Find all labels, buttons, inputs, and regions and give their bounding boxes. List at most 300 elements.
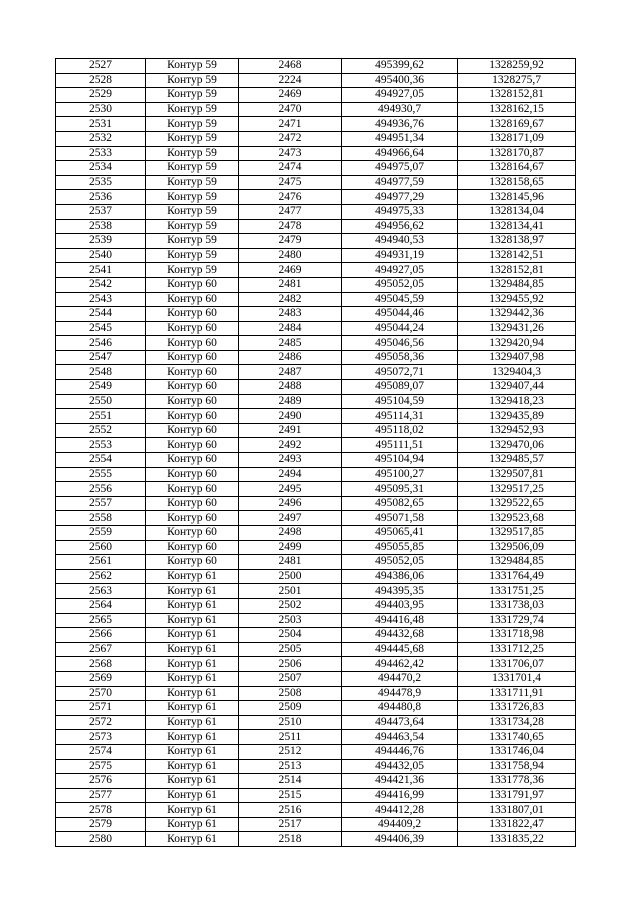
contour-name-cell: Контур 61 [146, 569, 239, 584]
row-number-cell: 2580 [56, 832, 146, 847]
table-row [56, 788, 576, 803]
contour-name-cell: Контур 60 [146, 438, 239, 453]
x-coordinate-cell: 494409,2 [342, 817, 458, 832]
table-row [56, 540, 576, 555]
point-number-cell: 2515 [239, 788, 342, 803]
x-coordinate-cell: 494470,2 [342, 671, 458, 686]
y-coordinate-cell: 1331701,4 [458, 671, 576, 686]
contour-name-cell: Контур 59 [146, 117, 239, 132]
row-number-cell: 2547 [56, 350, 146, 365]
point-number-cell: 2481 [239, 555, 342, 570]
y-coordinate-cell: 1329522,65 [458, 496, 576, 511]
table-row [56, 598, 576, 613]
table-row [56, 307, 576, 322]
contour-name-cell: Контур 60 [146, 526, 239, 541]
row-number-cell: 2551 [56, 409, 146, 424]
table-row [56, 423, 576, 438]
y-coordinate-cell: 1331740,65 [458, 730, 576, 745]
contour-name-cell: Контур 60 [146, 496, 239, 511]
x-coordinate-cell: 494966,64 [342, 146, 458, 161]
x-coordinate-cell: 495095,31 [342, 482, 458, 497]
row-number-cell: 2550 [56, 394, 146, 409]
row-number-cell: 2564 [56, 598, 146, 613]
table-row [56, 584, 576, 599]
x-coordinate-cell: 495071,58 [342, 511, 458, 526]
y-coordinate-cell: 1328164,67 [458, 161, 576, 176]
contour-name-cell: Контур 61 [146, 774, 239, 789]
row-number-cell: 2534 [56, 161, 146, 176]
table-row [56, 642, 576, 657]
contour-name-cell: Контур 60 [146, 307, 239, 322]
row-number-cell: 2570 [56, 686, 146, 701]
contour-name-cell: Контур 61 [146, 730, 239, 745]
point-number-cell: 2514 [239, 774, 342, 789]
x-coordinate-cell: 495065,41 [342, 526, 458, 541]
x-coordinate-cell: 494432,68 [342, 628, 458, 643]
y-coordinate-cell: 1331726,83 [458, 701, 576, 716]
x-coordinate-cell: 494462,42 [342, 657, 458, 672]
row-number-cell: 2563 [56, 584, 146, 599]
contour-name-cell: Контур 61 [146, 642, 239, 657]
x-coordinate-cell: 494395,35 [342, 584, 458, 599]
x-coordinate-cell: 494951,34 [342, 131, 458, 146]
coordinates-table [55, 58, 576, 847]
table-row [56, 671, 576, 686]
y-coordinate-cell: 1328152,81 [458, 263, 576, 278]
x-coordinate-cell: 495089,07 [342, 380, 458, 395]
contour-name-cell: Контур 59 [146, 146, 239, 161]
contour-name-cell: Контур 59 [146, 248, 239, 263]
row-number-cell: 2528 [56, 73, 146, 88]
contour-name-cell: Контур 61 [146, 628, 239, 643]
x-coordinate-cell: 494445,68 [342, 642, 458, 657]
y-coordinate-cell: 1328134,41 [458, 219, 576, 234]
x-coordinate-cell: 495100,27 [342, 467, 458, 482]
point-number-cell: 2517 [239, 817, 342, 832]
row-number-cell: 2576 [56, 774, 146, 789]
table-row [56, 628, 576, 643]
contour-name-cell: Контур 60 [146, 540, 239, 555]
row-number-cell: 2561 [56, 555, 146, 570]
contour-name-cell: Контур 60 [146, 394, 239, 409]
point-number-cell: 2496 [239, 496, 342, 511]
table-row [56, 409, 576, 424]
table-row [56, 219, 576, 234]
contour-name-cell: Контур 59 [146, 73, 239, 88]
row-number-cell: 2558 [56, 511, 146, 526]
contour-name-cell: Контур 61 [146, 657, 239, 672]
table-row [56, 190, 576, 205]
point-number-cell: 2478 [239, 219, 342, 234]
x-coordinate-cell: 494403,95 [342, 598, 458, 613]
point-number-cell: 2471 [239, 117, 342, 132]
table-row [56, 453, 576, 468]
contour-name-cell: Контур 59 [146, 131, 239, 146]
row-number-cell: 2535 [56, 175, 146, 190]
y-coordinate-cell: 1331712,25 [458, 642, 576, 657]
x-coordinate-cell: 495400,36 [342, 73, 458, 88]
y-coordinate-cell: 1328158,65 [458, 175, 576, 190]
contour-name-cell: Контур 61 [146, 701, 239, 716]
point-number-cell: 2485 [239, 336, 342, 351]
row-number-cell: 2540 [56, 248, 146, 263]
contour-name-cell: Контур 61 [146, 832, 239, 847]
row-number-cell: 2559 [56, 526, 146, 541]
row-number-cell: 2579 [56, 817, 146, 832]
table-row [56, 817, 576, 832]
table-row [56, 292, 576, 307]
point-number-cell: 2516 [239, 803, 342, 818]
x-coordinate-cell: 494478,9 [342, 686, 458, 701]
contour-name-cell: Контур 61 [146, 744, 239, 759]
y-coordinate-cell: 1329470,06 [458, 438, 576, 453]
point-number-cell: 2488 [239, 380, 342, 395]
contour-name-cell: Контур 61 [146, 671, 239, 686]
row-number-cell: 2571 [56, 701, 146, 716]
point-number-cell: 2470 [239, 102, 342, 117]
y-coordinate-cell: 1329452,93 [458, 423, 576, 438]
point-number-cell: 2509 [239, 701, 342, 716]
contour-name-cell: Контур 60 [146, 277, 239, 292]
y-coordinate-cell: 1329506,09 [458, 540, 576, 555]
point-number-cell: 2474 [239, 161, 342, 176]
y-coordinate-cell: 1329407,44 [458, 380, 576, 395]
table-row [56, 73, 576, 88]
row-number-cell: 2532 [56, 131, 146, 146]
y-coordinate-cell: 1328134,04 [458, 204, 576, 219]
x-coordinate-cell: 495044,24 [342, 321, 458, 336]
table-row [56, 117, 576, 132]
row-number-cell: 2562 [56, 569, 146, 584]
point-number-cell: 2481 [239, 277, 342, 292]
point-number-cell: 2476 [239, 190, 342, 205]
table-row [56, 102, 576, 117]
row-number-cell: 2556 [56, 482, 146, 497]
point-number-cell: 2224 [239, 73, 342, 88]
table-row [56, 365, 576, 380]
point-number-cell: 2498 [239, 526, 342, 541]
table-row [56, 438, 576, 453]
contour-name-cell: Контур 59 [146, 234, 239, 249]
row-number-cell: 2553 [56, 438, 146, 453]
table-row [56, 482, 576, 497]
point-number-cell: 2497 [239, 511, 342, 526]
row-number-cell: 2542 [56, 277, 146, 292]
row-number-cell: 2543 [56, 292, 146, 307]
x-coordinate-cell: 494977,59 [342, 175, 458, 190]
contour-name-cell: Контур 61 [146, 686, 239, 701]
contour-name-cell: Контур 59 [146, 59, 239, 74]
point-number-cell: 2506 [239, 657, 342, 672]
y-coordinate-cell: 1329435,89 [458, 409, 576, 424]
point-number-cell: 2477 [239, 204, 342, 219]
table-row [56, 526, 576, 541]
table-row [56, 59, 576, 74]
y-coordinate-cell: 1329507,81 [458, 467, 576, 482]
row-number-cell: 2575 [56, 759, 146, 774]
point-number-cell: 2489 [239, 394, 342, 409]
point-number-cell: 2504 [239, 628, 342, 643]
x-coordinate-cell: 494930,7 [342, 102, 458, 117]
x-coordinate-cell: 494446,76 [342, 744, 458, 759]
y-coordinate-cell: 1328170,87 [458, 146, 576, 161]
contour-name-cell: Контур 61 [146, 817, 239, 832]
row-number-cell: 2529 [56, 88, 146, 103]
contour-name-cell: Контур 60 [146, 511, 239, 526]
contour-name-cell: Контур 61 [146, 584, 239, 599]
point-number-cell: 2475 [239, 175, 342, 190]
row-number-cell: 2566 [56, 628, 146, 643]
x-coordinate-cell: 495045,59 [342, 292, 458, 307]
y-coordinate-cell: 1331751,25 [458, 584, 576, 599]
y-coordinate-cell: 1331822,47 [458, 817, 576, 832]
contour-name-cell: Контур 59 [146, 88, 239, 103]
row-number-cell: 2527 [56, 59, 146, 74]
row-number-cell: 2531 [56, 117, 146, 132]
x-coordinate-cell: 495055,85 [342, 540, 458, 555]
contour-name-cell: Контур 60 [146, 423, 239, 438]
point-number-cell: 2490 [239, 409, 342, 424]
contour-name-cell: Контур 60 [146, 482, 239, 497]
y-coordinate-cell: 1328162,15 [458, 102, 576, 117]
x-coordinate-cell: 494406,39 [342, 832, 458, 847]
y-coordinate-cell: 1331738,03 [458, 598, 576, 613]
table-row [56, 336, 576, 351]
row-number-cell: 2533 [56, 146, 146, 161]
table-row [56, 394, 576, 409]
point-number-cell: 2508 [239, 686, 342, 701]
contour-name-cell: Контур 60 [146, 336, 239, 351]
row-number-cell: 2538 [56, 219, 146, 234]
x-coordinate-cell: 495118,02 [342, 423, 458, 438]
row-number-cell: 2539 [56, 234, 146, 249]
point-number-cell: 2473 [239, 146, 342, 161]
y-coordinate-cell: 1328138,97 [458, 234, 576, 249]
contour-name-cell: Контур 60 [146, 321, 239, 336]
contour-name-cell: Контур 61 [146, 759, 239, 774]
table-row [56, 496, 576, 511]
y-coordinate-cell: 1331778,36 [458, 774, 576, 789]
table-row [56, 248, 576, 263]
point-number-cell: 2507 [239, 671, 342, 686]
contour-name-cell: Контур 60 [146, 555, 239, 570]
x-coordinate-cell: 494412,28 [342, 803, 458, 818]
row-number-cell: 2557 [56, 496, 146, 511]
table-row [56, 744, 576, 759]
row-number-cell: 2574 [56, 744, 146, 759]
y-coordinate-cell: 1329484,85 [458, 555, 576, 570]
contour-name-cell: Контур 60 [146, 350, 239, 365]
point-number-cell: 2500 [239, 569, 342, 584]
table-row [56, 832, 576, 847]
y-coordinate-cell: 1331746,04 [458, 744, 576, 759]
y-coordinate-cell: 1328259,92 [458, 59, 576, 74]
point-number-cell: 2484 [239, 321, 342, 336]
row-number-cell: 2573 [56, 730, 146, 745]
y-coordinate-cell: 1329407,98 [458, 350, 576, 365]
table-row [56, 350, 576, 365]
table-row [56, 774, 576, 789]
table-row [56, 467, 576, 482]
table-row [56, 657, 576, 672]
point-number-cell: 2499 [239, 540, 342, 555]
table-row [56, 146, 576, 161]
row-number-cell: 2569 [56, 671, 146, 686]
row-number-cell: 2560 [56, 540, 146, 555]
x-coordinate-cell: 495072,71 [342, 365, 458, 380]
x-coordinate-cell: 495399,62 [342, 59, 458, 74]
contour-name-cell: Контур 61 [146, 613, 239, 628]
x-coordinate-cell: 494940,53 [342, 234, 458, 249]
table-row [56, 234, 576, 249]
y-coordinate-cell: 1331729,74 [458, 613, 576, 628]
row-number-cell: 2541 [56, 263, 146, 278]
y-coordinate-cell: 1329523,68 [458, 511, 576, 526]
table-row [56, 569, 576, 584]
point-number-cell: 2492 [239, 438, 342, 453]
y-coordinate-cell: 1331718,98 [458, 628, 576, 643]
point-number-cell: 2510 [239, 715, 342, 730]
row-number-cell: 2545 [56, 321, 146, 336]
table-row [56, 555, 576, 570]
row-number-cell: 2530 [56, 102, 146, 117]
contour-name-cell: Контур 59 [146, 175, 239, 190]
contour-name-cell: Контур 59 [146, 102, 239, 117]
x-coordinate-cell: 494421,36 [342, 774, 458, 789]
x-coordinate-cell: 495058,36 [342, 350, 458, 365]
row-number-cell: 2572 [56, 715, 146, 730]
y-coordinate-cell: 1329431,26 [458, 321, 576, 336]
x-coordinate-cell: 494480,8 [342, 701, 458, 716]
y-coordinate-cell: 1329485,57 [458, 453, 576, 468]
point-number-cell: 2479 [239, 234, 342, 249]
contour-name-cell: Контур 59 [146, 190, 239, 205]
point-number-cell: 2491 [239, 423, 342, 438]
contour-name-cell: Контур 60 [146, 365, 239, 380]
x-coordinate-cell: 495046,56 [342, 336, 458, 351]
row-number-cell: 2568 [56, 657, 146, 672]
y-coordinate-cell: 1331734,28 [458, 715, 576, 730]
y-coordinate-cell: 1331807,01 [458, 803, 576, 818]
x-coordinate-cell: 494931,19 [342, 248, 458, 263]
y-coordinate-cell: 1328275,7 [458, 73, 576, 88]
contour-name-cell: Контур 60 [146, 292, 239, 307]
row-number-cell: 2552 [56, 423, 146, 438]
x-coordinate-cell: 495111,51 [342, 438, 458, 453]
point-number-cell: 2495 [239, 482, 342, 497]
y-coordinate-cell: 1329420,94 [458, 336, 576, 351]
table-row [56, 175, 576, 190]
contour-name-cell: Контур 59 [146, 204, 239, 219]
contour-name-cell: Контур 60 [146, 380, 239, 395]
y-coordinate-cell: 1331711,91 [458, 686, 576, 701]
point-number-cell: 2511 [239, 730, 342, 745]
y-coordinate-cell: 1329484,85 [458, 277, 576, 292]
y-coordinate-cell: 1331835,22 [458, 832, 576, 847]
y-coordinate-cell: 1328169,67 [458, 117, 576, 132]
y-coordinate-cell: 1328152,81 [458, 88, 576, 103]
row-number-cell: 2565 [56, 613, 146, 628]
x-coordinate-cell: 494975,33 [342, 204, 458, 219]
x-coordinate-cell: 494463,54 [342, 730, 458, 745]
x-coordinate-cell: 495052,05 [342, 277, 458, 292]
y-coordinate-cell: 1331791,97 [458, 788, 576, 803]
y-coordinate-cell: 1329404,3 [458, 365, 576, 380]
table-row [56, 131, 576, 146]
contour-name-cell: Контур 60 [146, 453, 239, 468]
point-number-cell: 2501 [239, 584, 342, 599]
y-coordinate-cell: 1328171,09 [458, 131, 576, 146]
point-number-cell: 2486 [239, 350, 342, 365]
table-row [56, 511, 576, 526]
point-number-cell: 2494 [239, 467, 342, 482]
row-number-cell: 2544 [56, 307, 146, 322]
x-coordinate-cell: 494416,48 [342, 613, 458, 628]
x-coordinate-cell: 495052,05 [342, 555, 458, 570]
y-coordinate-cell: 1331706,07 [458, 657, 576, 672]
point-number-cell: 2503 [239, 613, 342, 628]
point-number-cell: 2518 [239, 832, 342, 847]
y-coordinate-cell: 1331764,49 [458, 569, 576, 584]
table-row [56, 380, 576, 395]
row-number-cell: 2548 [56, 365, 146, 380]
x-coordinate-cell: 494416,99 [342, 788, 458, 803]
x-coordinate-cell: 495104,59 [342, 394, 458, 409]
contour-name-cell: Контур 60 [146, 409, 239, 424]
contour-name-cell: Контур 61 [146, 598, 239, 613]
table-row [56, 263, 576, 278]
table-row [56, 715, 576, 730]
x-coordinate-cell: 494975,07 [342, 161, 458, 176]
contour-name-cell: Контур 59 [146, 263, 239, 278]
x-coordinate-cell: 494432,05 [342, 759, 458, 774]
contour-name-cell: Контур 60 [146, 467, 239, 482]
x-coordinate-cell: 494936,76 [342, 117, 458, 132]
row-number-cell: 2536 [56, 190, 146, 205]
y-coordinate-cell: 1329442,36 [458, 307, 576, 322]
point-number-cell: 2493 [239, 453, 342, 468]
y-coordinate-cell: 1329455,92 [458, 292, 576, 307]
row-number-cell: 2549 [56, 380, 146, 395]
x-coordinate-cell: 495114,31 [342, 409, 458, 424]
point-number-cell: 2487 [239, 365, 342, 380]
x-coordinate-cell: 495044,46 [342, 307, 458, 322]
row-number-cell: 2546 [56, 336, 146, 351]
table-row [56, 701, 576, 716]
contour-name-cell: Контур 61 [146, 715, 239, 730]
y-coordinate-cell: 1329418,23 [458, 394, 576, 409]
contour-name-cell: Контур 61 [146, 803, 239, 818]
x-coordinate-cell: 494473,64 [342, 715, 458, 730]
point-number-cell: 2505 [239, 642, 342, 657]
table-row [56, 686, 576, 701]
y-coordinate-cell: 1328142,51 [458, 248, 576, 263]
x-coordinate-cell: 494386,06 [342, 569, 458, 584]
table-row [56, 759, 576, 774]
row-number-cell: 2554 [56, 453, 146, 468]
contour-name-cell: Контур 59 [146, 219, 239, 234]
row-number-cell: 2567 [56, 642, 146, 657]
point-number-cell: 2468 [239, 59, 342, 74]
table-row [56, 88, 576, 103]
row-number-cell: 2577 [56, 788, 146, 803]
coordinates-table-body [56, 59, 576, 847]
point-number-cell: 2483 [239, 307, 342, 322]
table-row [56, 277, 576, 292]
x-coordinate-cell: 494927,05 [342, 263, 458, 278]
table-row [56, 321, 576, 336]
x-coordinate-cell: 494956,62 [342, 219, 458, 234]
